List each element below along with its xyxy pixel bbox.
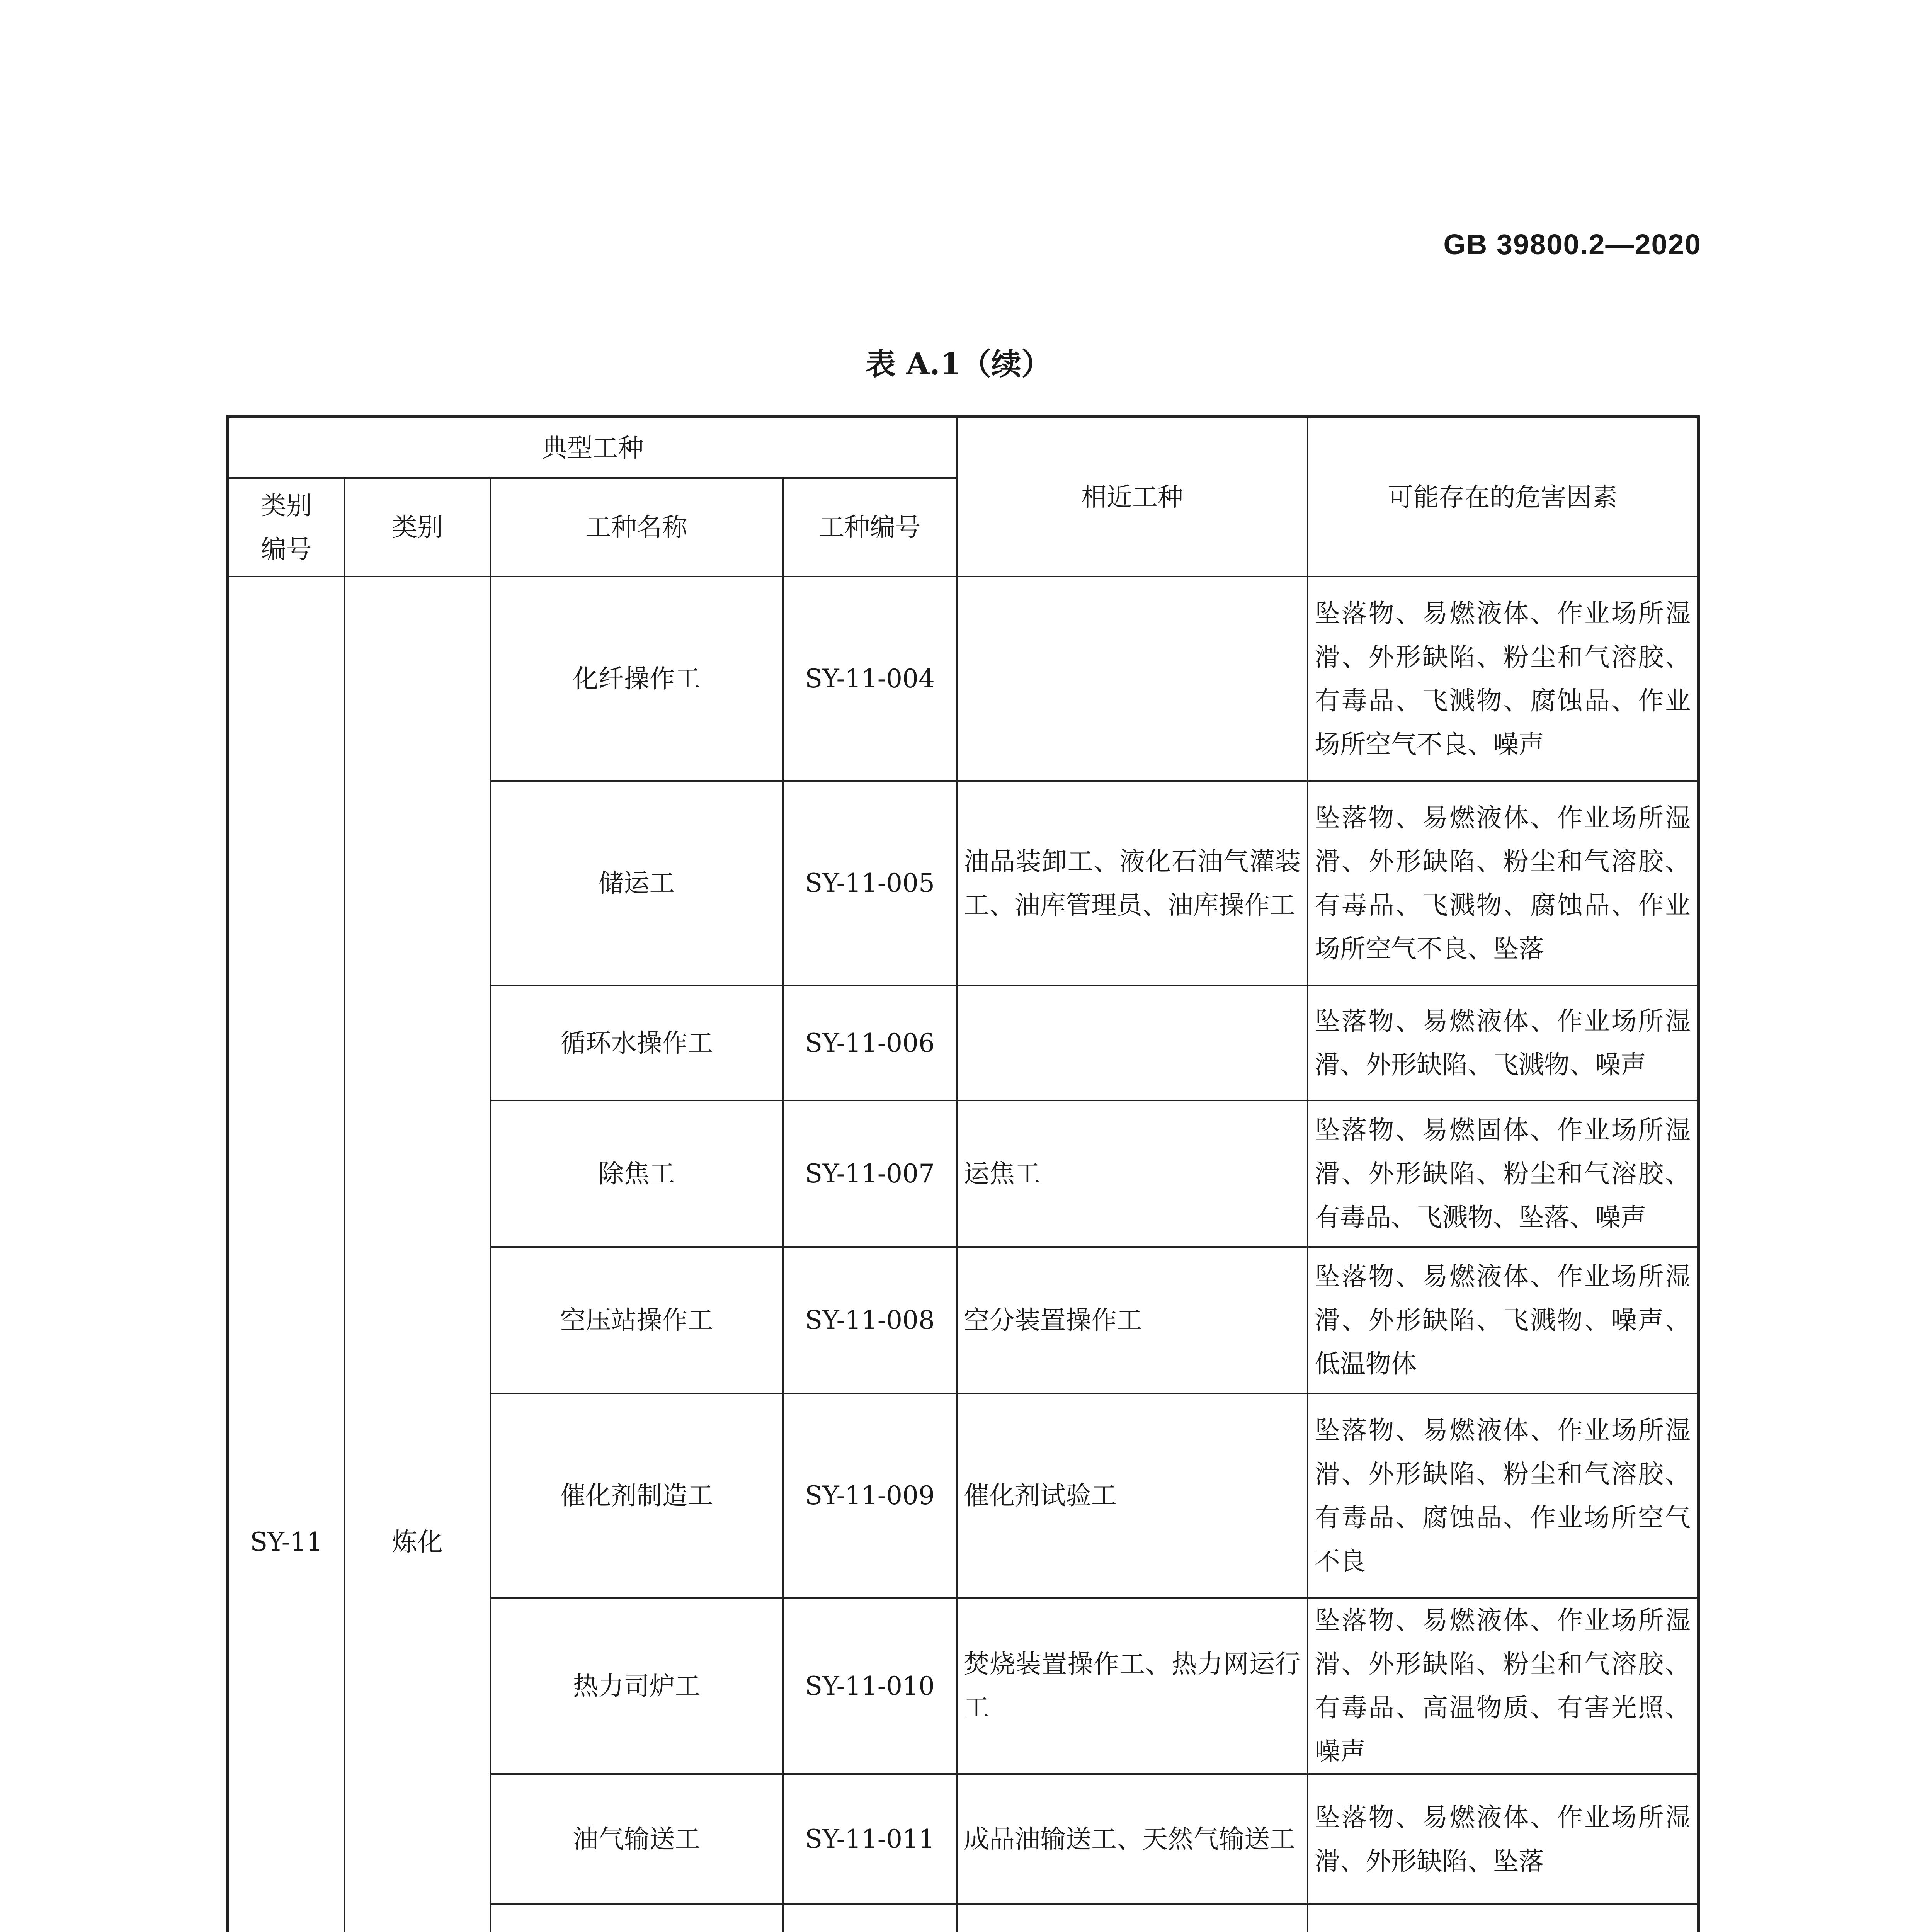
job-name: 除焦工: [490, 1100, 783, 1247]
hazard-factors: 坠落物、易燃液体、作业场所湿滑、外形缺陷、粉尘和气溶胶、有毒品、飞溅物、腐蚀品、作业场所空气不良、坠落: [1308, 781, 1698, 985]
category-code-cell: SY-11: [228, 577, 344, 1932]
job-name: 化纤操作工: [490, 577, 783, 781]
job-name: 热力司炉工: [490, 1598, 783, 1774]
similar-jobs: 催化剂试验工: [957, 1393, 1308, 1598]
header-category: 类别: [344, 478, 490, 577]
hazard-factors: 坠落物、易燃液体、作业场所湿滑、外形缺陷、飞溅物、噪声、低温物体: [1308, 1247, 1698, 1393]
header-job-name: 工种名称: [490, 478, 783, 577]
hazard-factors: 坠落物、易燃液体、作业场所湿滑、外形缺陷、粉尘和气溶胶、有毒品、飞溅物、腐蚀品、作业场所空气不良、噪声: [1308, 577, 1698, 781]
header-job-code: 工种编号: [783, 478, 957, 577]
standard-code: GB 39800.2—2020: [1443, 228, 1701, 260]
hazard-factors: [1308, 1904, 1698, 1932]
similar-jobs: 油品装卸工、液化石油气灌装工、油库管理员、油库操作工: [957, 781, 1308, 985]
job-name: [490, 1904, 783, 1932]
job-name: 循环水操作工: [490, 985, 783, 1100]
job-name: 催化剂制造工: [490, 1393, 783, 1598]
similar-jobs: 焚烧装置操作工、热力网运行工: [957, 1598, 1308, 1774]
job-name: 空压站操作工: [490, 1247, 783, 1393]
header-category-code: 类别编号: [228, 478, 344, 577]
job-code: SY-11-004: [783, 577, 957, 781]
similar-jobs: 成品油输送工、天然气输送工: [957, 1774, 1308, 1904]
similar-jobs: [957, 577, 1308, 781]
similar-jobs: [957, 985, 1308, 1100]
job-name: 油气输送工: [490, 1774, 783, 1904]
job-code: SY-11-009: [783, 1393, 957, 1598]
similar-jobs: 运焦工: [957, 1100, 1308, 1247]
job-code: SY-11-005: [783, 781, 957, 985]
hazard-factors: 坠落物、易燃固体、作业场所湿滑、外形缺陷、粉尘和气溶胶、有毒品、飞溅物、坠落、噪声: [1308, 1100, 1698, 1247]
table-title: 表 A.1（续）: [865, 347, 1052, 382]
header-similar-jobs: 相近工种: [957, 417, 1308, 577]
similar-jobs: 空分装置操作工: [957, 1247, 1308, 1393]
hazard-factors: 坠落物、易燃液体、作业场所湿滑、外形缺陷、粉尘和气溶胶、有毒品、高温物质、有害光照、噪声: [1308, 1598, 1698, 1774]
hazard-factors: 坠落物、易燃液体、作业场所湿滑、外形缺陷、飞溅物、噪声: [1308, 985, 1698, 1100]
header-typical-group: 典型工种: [228, 417, 957, 478]
similar-jobs: [957, 1904, 1308, 1932]
job-code: SY-11-006: [783, 985, 957, 1100]
job-code: SY-11-010: [783, 1598, 957, 1774]
hazard-factors: 坠落物、易燃液体、作业场所湿滑、外形缺陷、坠落: [1308, 1774, 1698, 1904]
job-name: 储运工: [490, 781, 783, 985]
hazard-factors: 坠落物、易燃液体、作业场所湿滑、外形缺陷、粉尘和气溶胶、有毒品、腐蚀品、作业场所空气不良: [1308, 1393, 1698, 1598]
category-cell: 炼化: [344, 577, 490, 1932]
job-code: SY-11-007: [783, 1100, 957, 1247]
hazard-table: [226, 415, 1700, 1932]
job-code: SY-11-008: [783, 1247, 957, 1393]
header-hazards: 可能存在的危害因素: [1308, 417, 1698, 577]
job-code: SY-11-011: [783, 1774, 957, 1904]
job-code: [783, 1904, 957, 1932]
